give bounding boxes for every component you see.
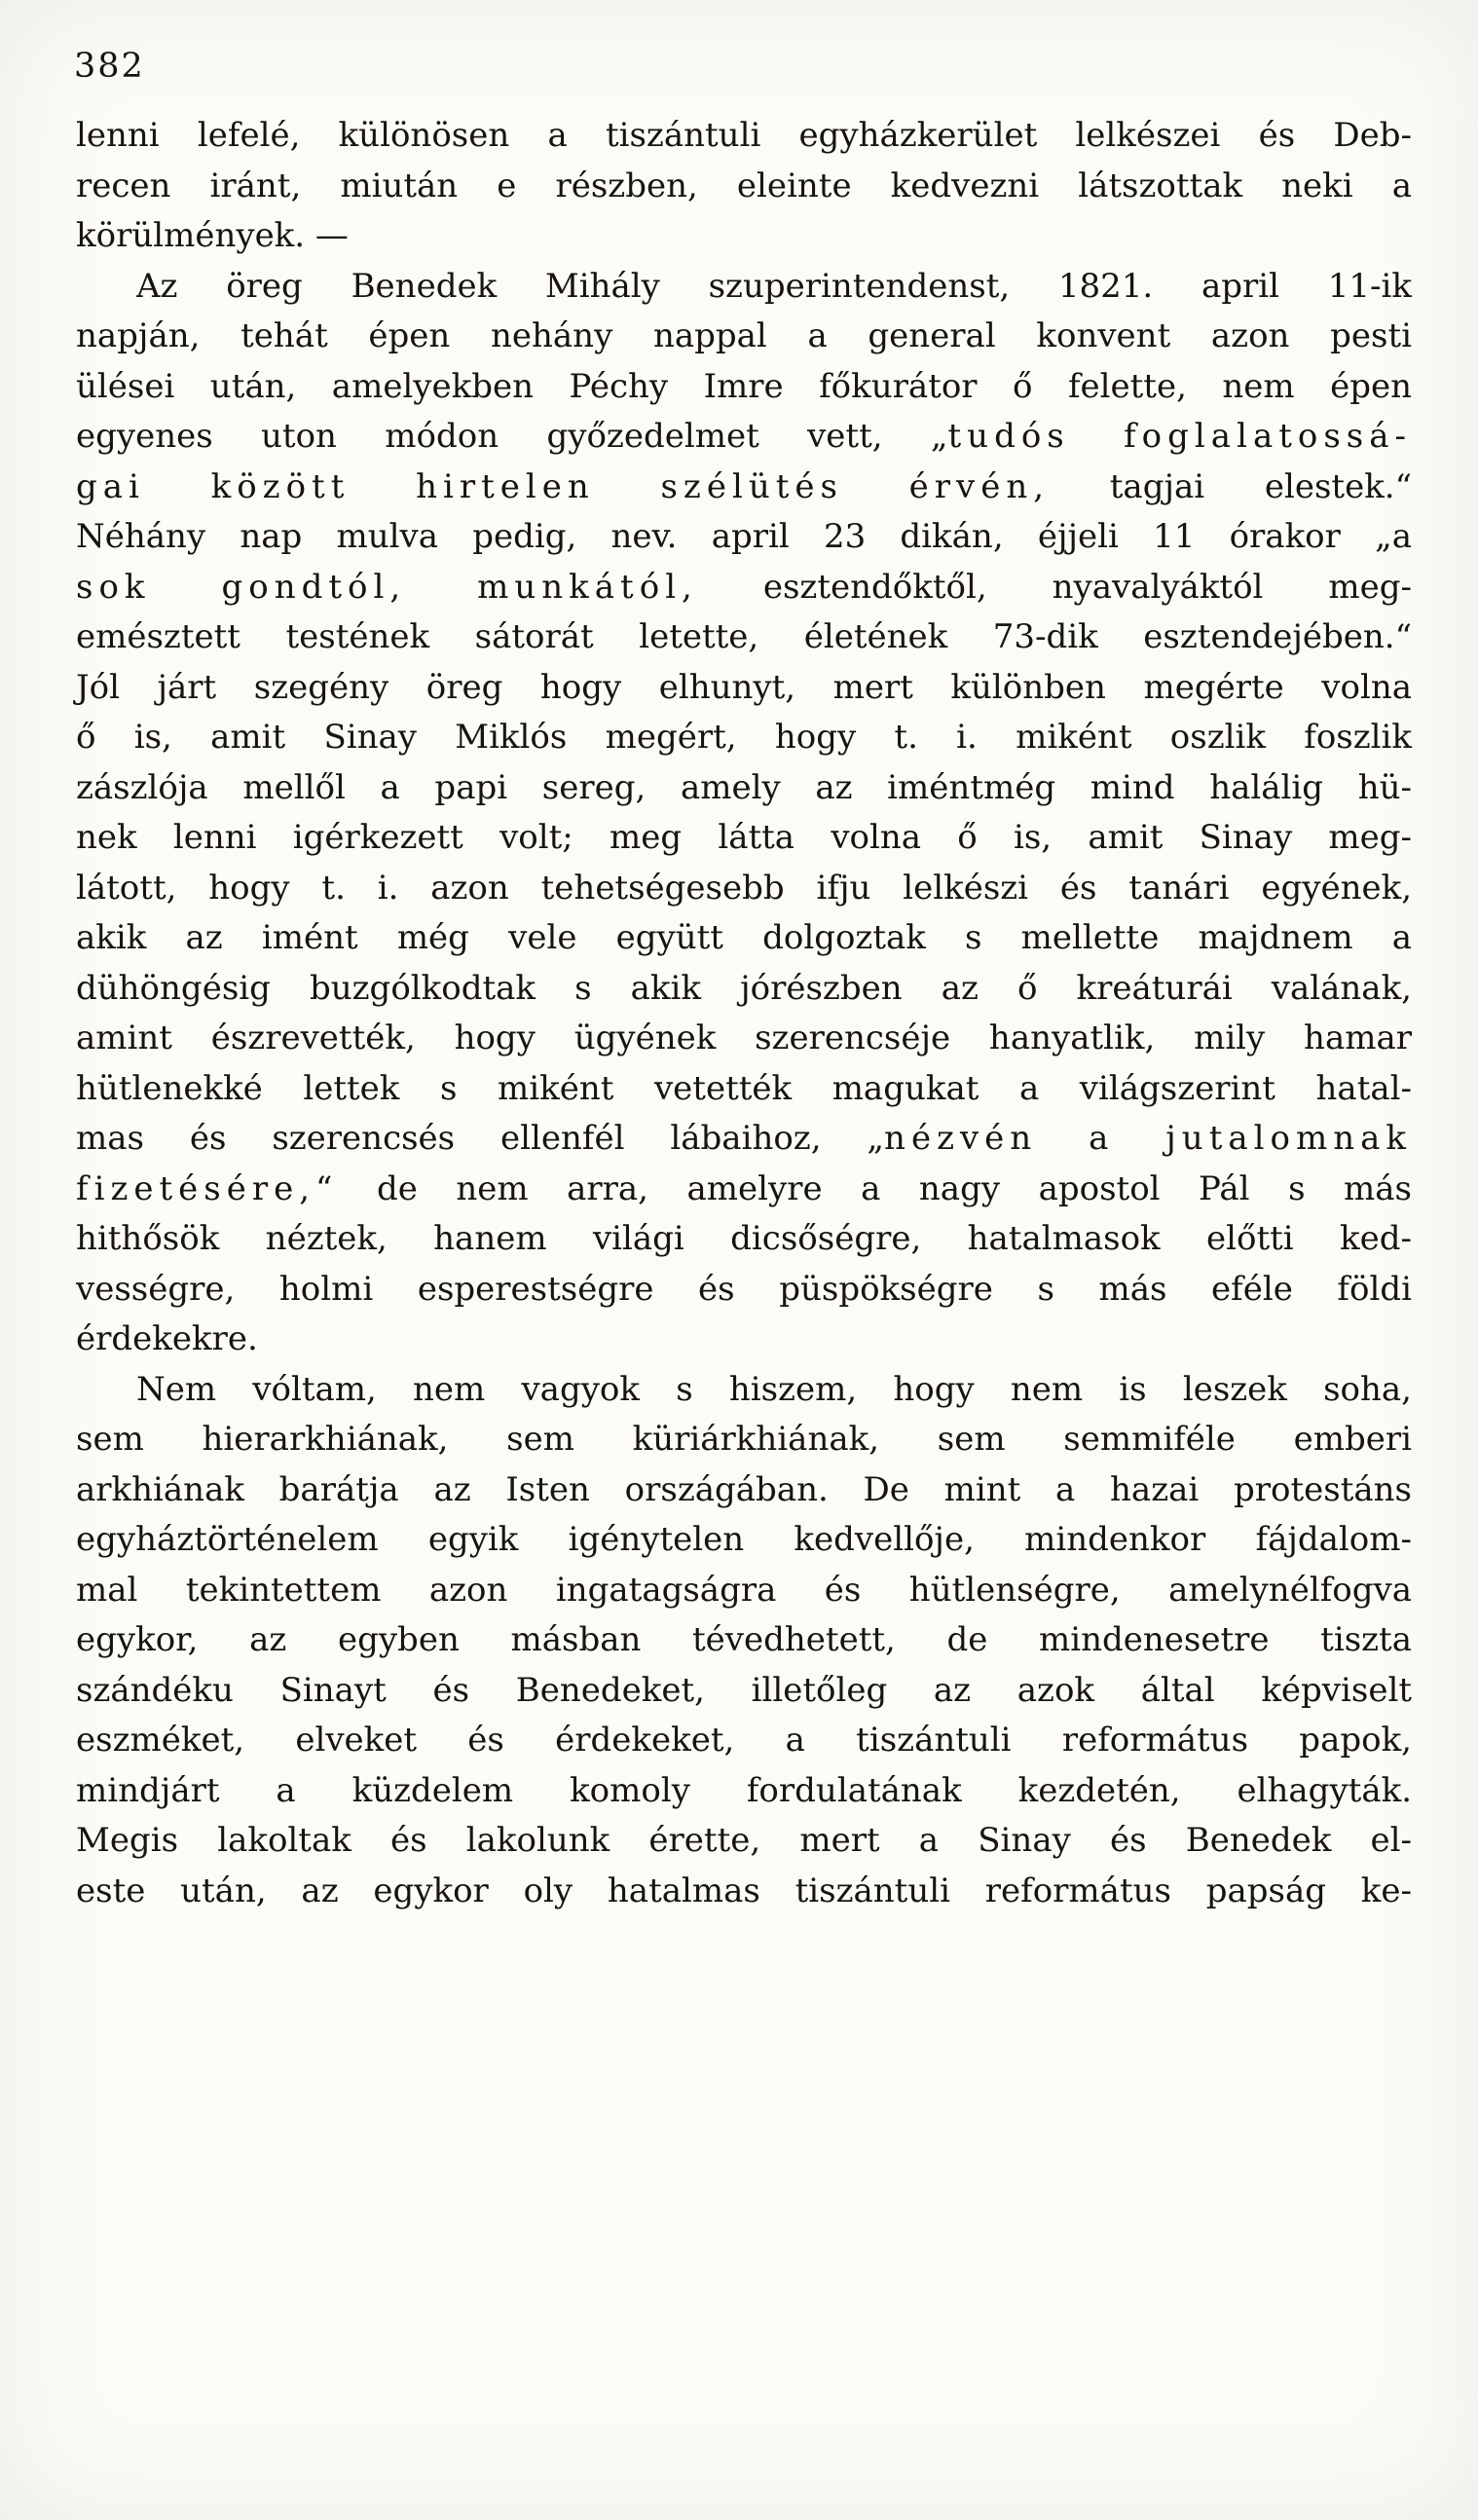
body-text: nek lenni igérkezett volt; meg látta volna ő is, amit Sinay meg- (76, 818, 1412, 857)
body-text: egyháztörténelem egyik igénytelen kedvellője, mindenkor fájdalom- (76, 1520, 1412, 1559)
text-line (76, 1867, 1412, 1917)
text-line (76, 1515, 1412, 1566)
text-line (76, 211, 1412, 262)
text-line (76, 1365, 1412, 1416)
body-text: Nem vóltam, nem vagyok s hiszem, hogy nem is leszek soha, (136, 1369, 1412, 1409)
text-line (76, 563, 1412, 613)
text-line (76, 412, 1412, 463)
text-line (76, 612, 1412, 663)
text-block (76, 111, 1412, 1916)
text-line (76, 1465, 1412, 1516)
body-text: mas és szerencsés ellenfél lábaihoz, „ (76, 1119, 885, 1158)
body-text: akik az imént még vele együtt dolgoztak s mellette majdnem a (76, 918, 1412, 957)
body-text: de nem arra, amelyre a nagy apostol Pál s más (338, 1168, 1412, 1208)
text-line (76, 362, 1412, 413)
body-text: lenni lefelé, különösen a tiszántuli egyházkerület lelkészei és Deb- (76, 116, 1412, 155)
text-line (76, 1214, 1412, 1265)
body-text: napján, tehát épen nehány nappal a general konvent azon pesti (76, 316, 1412, 355)
body-text: Néhány nap mulva pedig, nev. april 23 dikán, éjjeli 11 órakor „a (76, 517, 1412, 556)
body-text: szándéku Sinayt és Benedeket, illetőleg az azok által képviselt (76, 1670, 1412, 1710)
body-text: eszméket, elveket és érdekeket, a tiszántuli református papok, (76, 1721, 1412, 1760)
body-text: érdekekre. (76, 1319, 258, 1358)
body-text: tagjai elestek.“ (1050, 466, 1412, 506)
body-text: arkhiának barátja az Isten országában. De mint a hazai protestáns (76, 1469, 1412, 1509)
text-line (76, 813, 1412, 864)
text-line (76, 463, 1412, 513)
text-line (76, 964, 1412, 1015)
body-text: hithősök néztek, hanem világi dicsőségre, hatalmasok előtti ked- (76, 1219, 1412, 1258)
body-text: hütlenekké lettek s miként vetették magukat a világszerint hatal- (76, 1068, 1412, 1108)
text-line (76, 262, 1412, 313)
body-text: Jól járt szegény öreg hogy elhunyt, mert különben megérte volna (76, 667, 1412, 707)
text-line (76, 1766, 1412, 1817)
text-line (76, 1666, 1412, 1717)
body-text: mindjárt a küzdelem komoly fordulatának kezdetén, elhagyták. (76, 1770, 1412, 1810)
text-line (76, 864, 1412, 914)
text-line (76, 663, 1412, 714)
body-text: látott, hogy t. i. azon tehetségesebb ifju lelkészi és tanári egyének, (76, 868, 1412, 908)
text-line (76, 1816, 1412, 1867)
text-line (76, 512, 1412, 563)
text-line (76, 763, 1412, 814)
body-text: egykor, az egyben másban tévedhetett, de mindenesetre tiszta (76, 1620, 1412, 1659)
text-line (76, 1415, 1412, 1465)
body-text: Megis lakoltak és lakolunk érette, mert a Sinay és Benedek el- (76, 1821, 1412, 1860)
body-text: sem hierarkhiának, sem küriárkhiának, sem semmiféle emberi (76, 1420, 1412, 1459)
page-number: 382 (74, 47, 145, 86)
emphasized-spaced-text: fizetésére,“ (76, 1168, 339, 1208)
text-line (76, 1716, 1412, 1766)
body-text: körülmények. — (76, 216, 349, 255)
body-text: esztendőktől, nyavalyáktól meg- (697, 567, 1412, 607)
text-line (76, 713, 1412, 763)
body-text: vességre, holmi esperestségre és püspökségre s más eféle földi (76, 1269, 1412, 1309)
text-line (76, 111, 1412, 162)
body-text: recen iránt, miután e részben, eleinte kedvezni látszottak neki a (76, 166, 1412, 205)
body-text: ő is, amit Sinay Miklós megért, hogy t. i. miként oszlik foszlik (76, 718, 1412, 757)
text-line (76, 913, 1412, 964)
body-text: emésztett testének sátorát letette, életének 73-dik esztendejében.“ (76, 617, 1412, 656)
text-line (76, 1064, 1412, 1115)
emphasized-spaced-text: gai között hirtelen szélütés érvén, (76, 466, 1051, 506)
text-line (76, 162, 1412, 212)
text-line (76, 1615, 1412, 1666)
text-line (76, 1114, 1412, 1165)
emphasized-spaced-text: tudós foglalatossá- (947, 417, 1412, 456)
body-text: dühöngésig buzgólkodtak s akik jórészben az ő kreáturái valának, (76, 968, 1412, 1008)
body-text: ülései után, amelyekben Péchy Imre főkurátor ő felette, nem épen (76, 366, 1412, 406)
emphasized-spaced-text: sok gondtól, munkától, (76, 567, 698, 607)
body-text: este után, az egykor oly hatalmas tiszántuli református papság ke- (76, 1871, 1412, 1910)
emphasized-spaced-text: nézvén a jutalomnak (884, 1119, 1412, 1158)
body-text: egyenes uton módon győzedelmet vett, „ (76, 417, 948, 456)
body-text: Az öreg Benedek Mihály szuperintendenst, 1821. april 11-ik (136, 266, 1412, 306)
text-line (76, 1014, 1412, 1064)
text-line (76, 1566, 1412, 1616)
text-line (76, 1265, 1412, 1316)
body-text: amint észrevették, hogy ügyének szerencséje hanyatlik, mily hamar (76, 1019, 1412, 1057)
text-line (76, 1165, 1412, 1215)
text-line (76, 312, 1412, 362)
body-text: mal tekintettem azon ingatagságra és hütlenségre, amelynélfogva (76, 1570, 1412, 1610)
text-line (76, 1315, 1412, 1365)
body-text: zászlója mellől a papi sereg, amely az iméntmég mind halálig hü- (76, 767, 1412, 807)
